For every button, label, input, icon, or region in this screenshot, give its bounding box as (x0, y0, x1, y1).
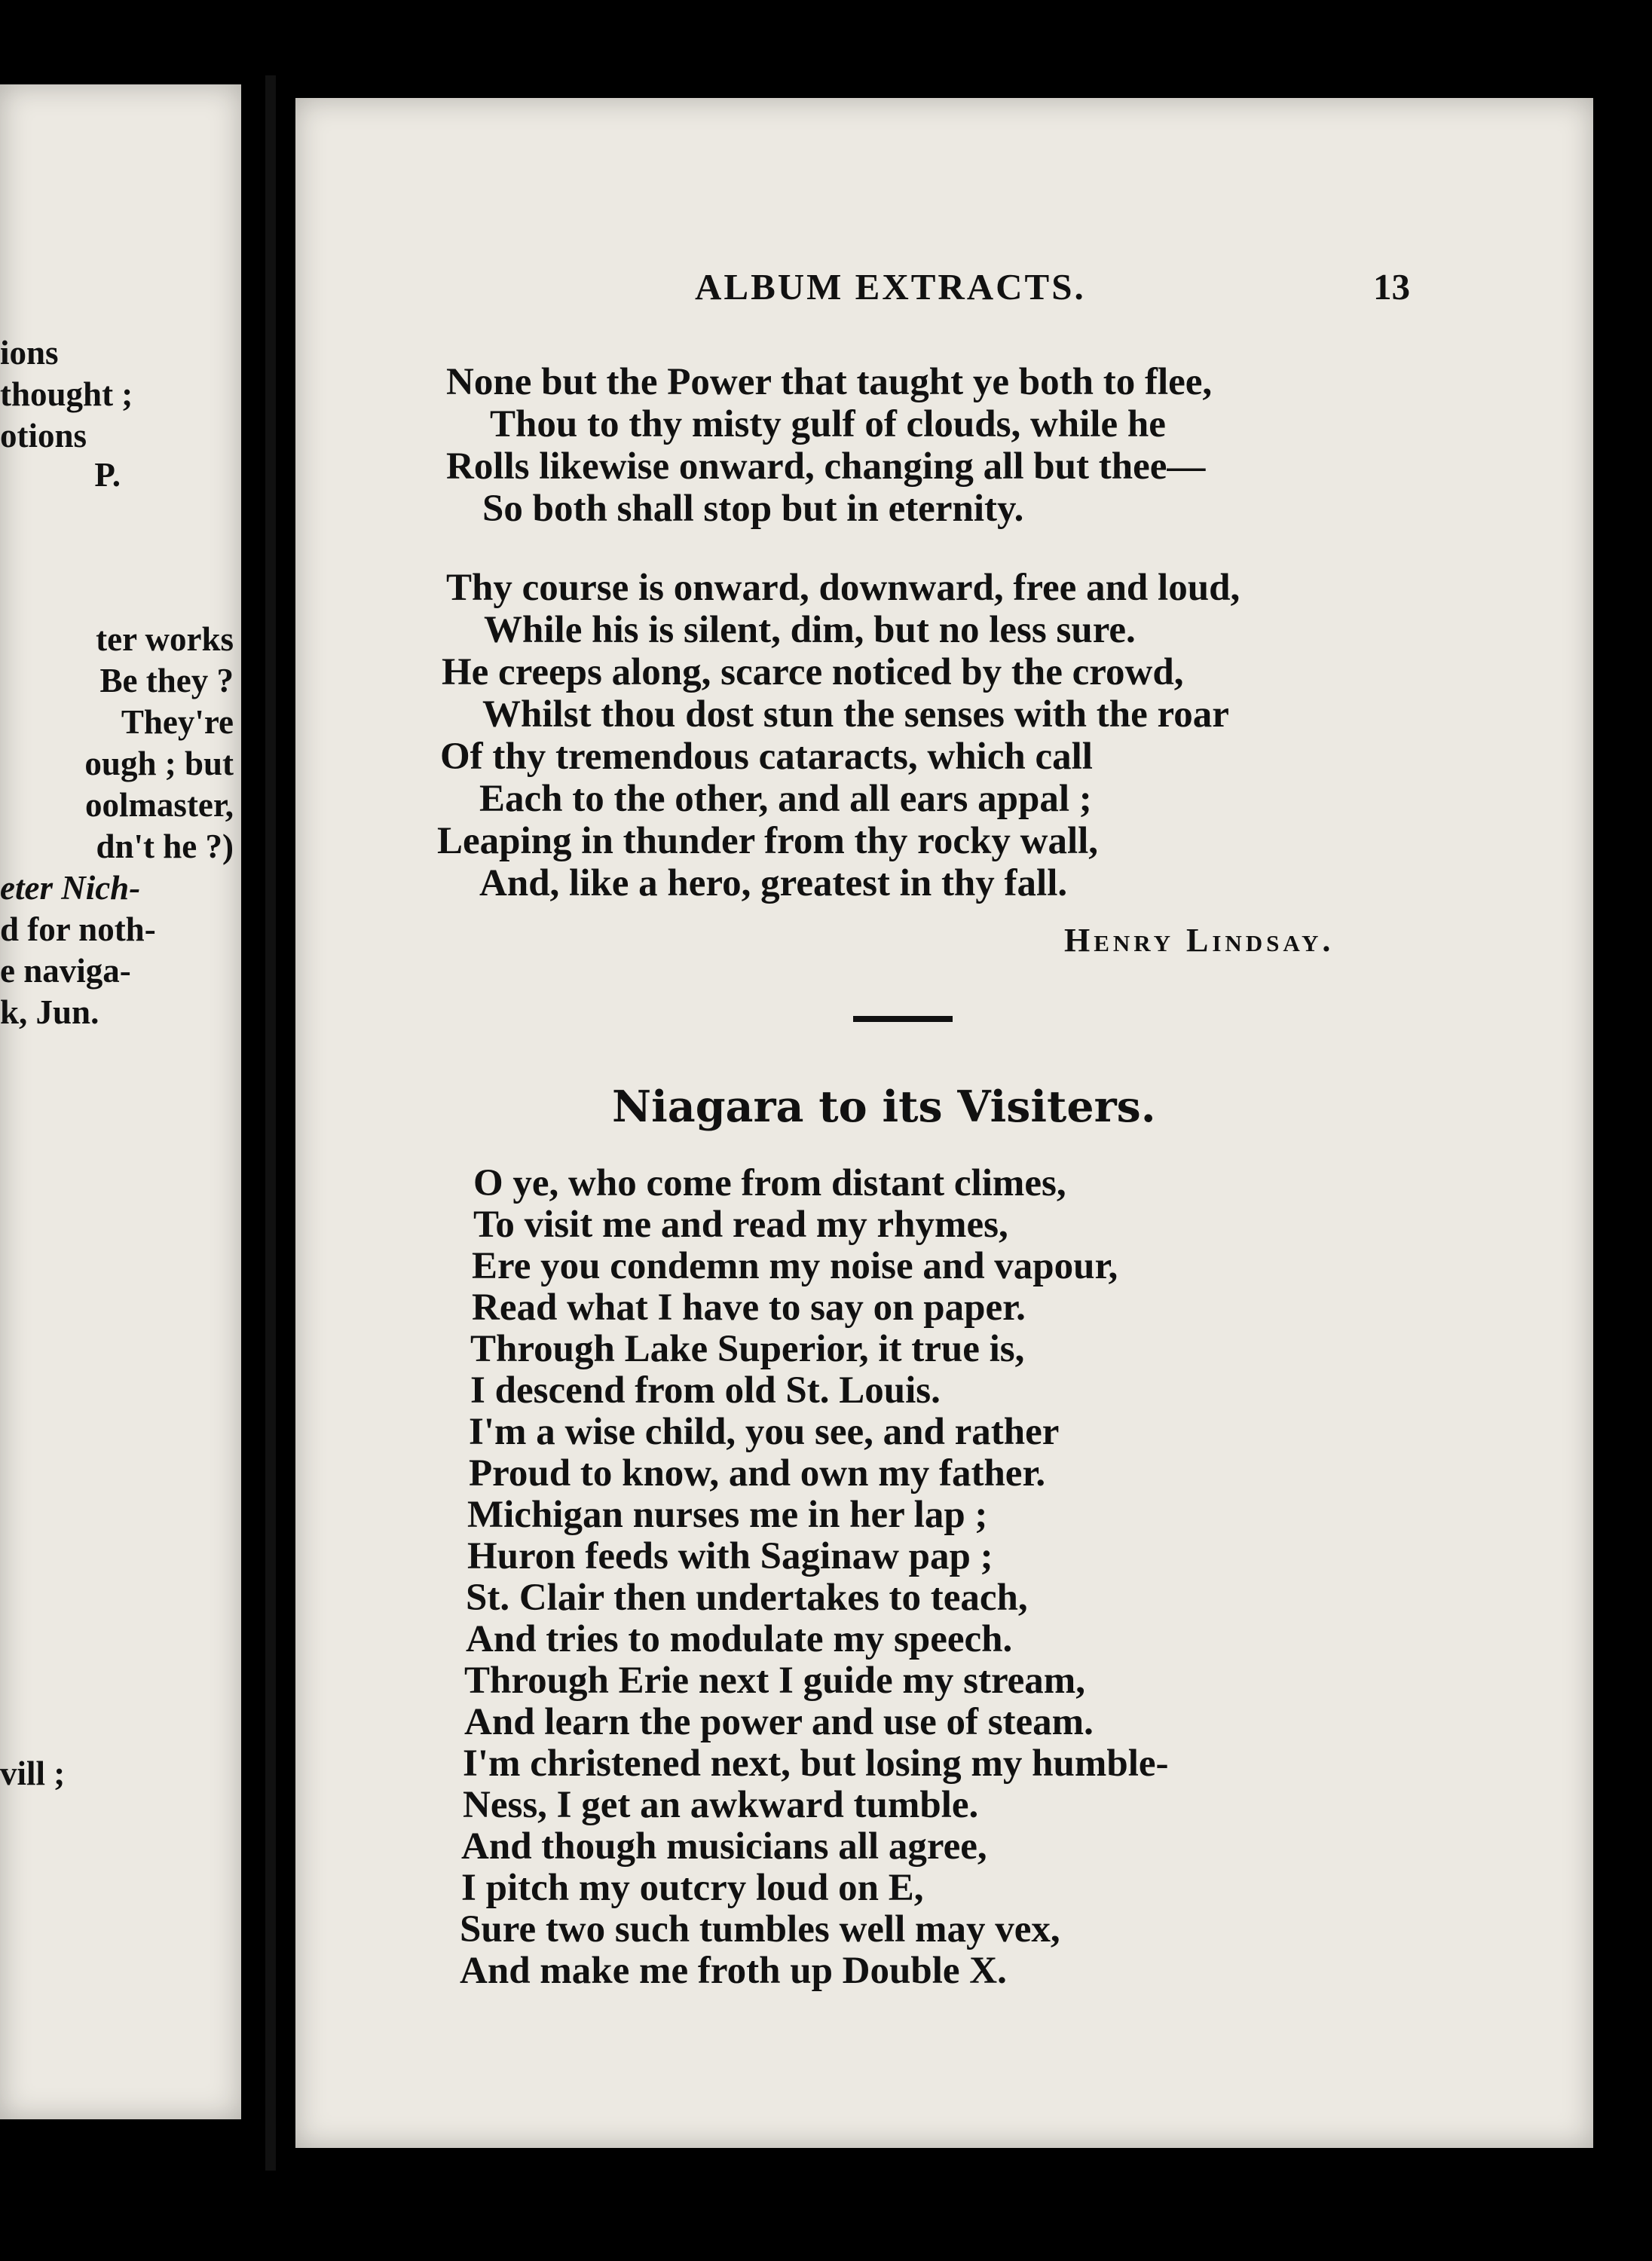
verse-line: Of thy tremendous cataracts, which call (440, 736, 1093, 778)
verse-line: Sure two such tumbles well may vex, (460, 1908, 1060, 1950)
verse-line: St. Clair then undertakes to teach, (466, 1577, 1028, 1619)
verse-line: Read what I have to say on paper. (472, 1287, 1026, 1329)
verse-line: I'm a wise child, you see, and rather (469, 1411, 1060, 1453)
left-page-line: vill ; (0, 1755, 66, 1792)
verse-line: He creeps along, scarce noticed by the crowd, (442, 651, 1184, 693)
left-page-line: They're (121, 703, 234, 741)
verse-line: None but the Power that taught ye both to flee, (446, 361, 1213, 403)
left-page-line: ions (0, 334, 59, 372)
right-page (295, 98, 1593, 2148)
left-page-line: oolmaster, (84, 786, 234, 824)
verse-line: Through Erie next I guide my stream, (464, 1660, 1086, 1702)
section-divider (853, 1016, 953, 1022)
verse-line: Huron feeds with Saginaw pap ; (467, 1535, 993, 1577)
verse-line: I'm christened next, but losing my humble- (463, 1742, 1169, 1785)
left-page-line: ough ; but (84, 745, 234, 782)
verse-line: Ness, I get an awkward tumble. (463, 1784, 979, 1826)
verse-line: And learn the power and use of steam. (464, 1701, 1094, 1743)
left-page-line: P. (94, 456, 121, 494)
verse-line: I descend from old St. Louis. (470, 1369, 941, 1412)
left-page-line: dn't he ?) (96, 828, 234, 865)
verse-line: Leaping in thunder from thy rocky wall, (437, 820, 1099, 862)
left-page-line: d for noth- (0, 910, 156, 948)
verse-line: Each to the other, and all ears appal ; (479, 778, 1092, 820)
verse-line: Michigan nurses me in her lap ; (467, 1494, 988, 1536)
left-page (0, 84, 241, 2119)
poem-title: Niagara to its Visiters. (612, 1082, 1156, 1132)
running-head: ALBUM EXTRACTS. (695, 266, 1086, 307)
left-page-line: ter works (96, 620, 234, 658)
verse-line: Thou to thy misty gulf of clouds, while he (490, 403, 1166, 445)
verse-line: Thy course is onward, downward, free and loud, (446, 567, 1241, 609)
verse-line: To visit me and read my rhymes, (473, 1204, 1008, 1246)
verse-line: Whilst thou dost stun the senses with the roar (482, 693, 1229, 736)
verse-line: And make me froth up Double X. (460, 1950, 1007, 1992)
verse-line: And tries to modulate my speech. (466, 1618, 1013, 1660)
left-page-line: thought ; (0, 375, 133, 413)
left-page-line: eter Nich- (0, 869, 141, 907)
verse-line: I pitch my outcry loud on E, (461, 1867, 924, 1909)
left-page-line: otions (0, 417, 87, 454)
verse-line: While his is silent, dim, but no less sure. (484, 609, 1136, 651)
verse-line: And though musicians all agree, (461, 1825, 987, 1868)
verse-line: Through Lake Superior, it true is, (470, 1328, 1025, 1370)
left-page-line: Be they ? (99, 662, 234, 699)
verse-line: Ere you condemn my noise and vapour, (472, 1245, 1118, 1287)
poem-author: Henry Lindsay. (1064, 922, 1335, 959)
verse-line: So both shall stop but in eternity. (482, 488, 1024, 530)
verse-line: And, like a hero, greatest in thy fall. (479, 862, 1068, 904)
verse-line: Proud to know, and own my father. (469, 1452, 1046, 1495)
page-number: 13 (1373, 266, 1410, 307)
verse-line: Rolls likewise onward, changing all but thee— (446, 445, 1206, 488)
left-page-line: k, Jun. (0, 993, 99, 1031)
verse-line: O ye, who come from distant climes, (473, 1162, 1066, 1204)
left-page-line: e naviga- (0, 952, 131, 990)
book-gutter (265, 75, 276, 2171)
